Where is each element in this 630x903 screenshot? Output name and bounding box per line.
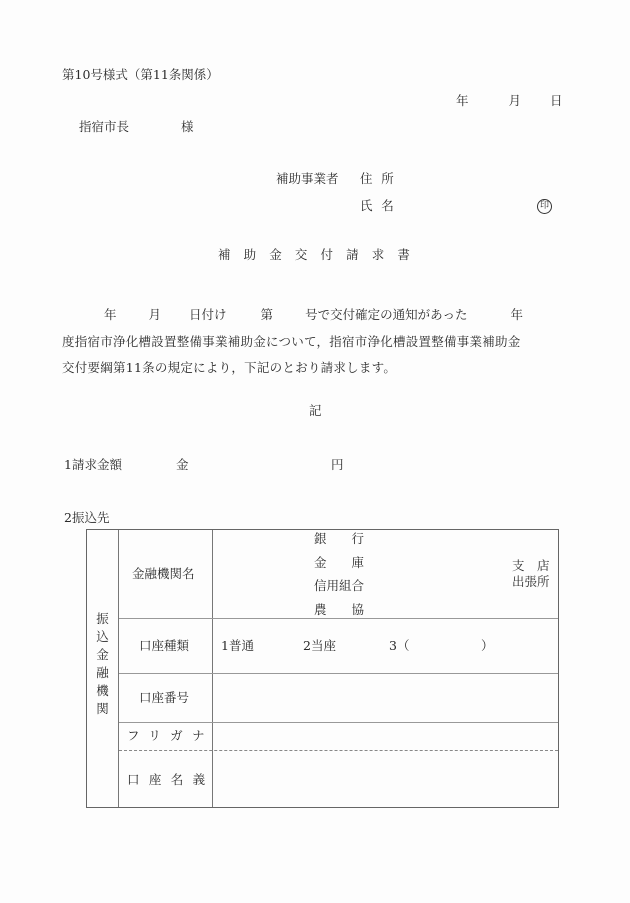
date-month: 月 xyxy=(508,93,522,108)
date-line xyxy=(456,95,563,108)
item-1-request-amount xyxy=(64,457,344,472)
side-label-transfer-institution: 振 込 金 融 機 関 xyxy=(96,611,109,716)
document-title: 補助金交付請求書 xyxy=(218,247,424,262)
form-number: 第10号様式（第11条関係） xyxy=(62,67,219,82)
account-type-other-open[interactable]: 3（ xyxy=(389,638,410,653)
date-year: 年 xyxy=(456,93,469,108)
institution-type-shinkin[interactable]: 金 庫 xyxy=(314,555,365,570)
seal-mark-icon: 印 xyxy=(537,199,552,214)
name-label: 氏名 xyxy=(360,198,403,213)
furigana-field[interactable] xyxy=(214,723,558,749)
account-type-label: 口座種類 xyxy=(139,638,190,653)
body-line-3: 交付要綱第11条の規定により，下記のとおり請求します。 xyxy=(62,360,397,375)
item-1-label: 1請求金額 xyxy=(64,457,122,472)
item-2-label: 2振込先 xyxy=(64,510,110,525)
body-line-1: 年 月 日付け 第 号で交付確定の通知があった 年 xyxy=(104,307,523,322)
addressee-name: 指宿市長 xyxy=(79,119,130,134)
account-type-other-close: ） xyxy=(481,638,494,653)
furigana-label: フリガナ xyxy=(127,728,214,743)
table-dashed-divider xyxy=(119,750,558,751)
addressee xyxy=(79,121,194,134)
item-1-kin: 金 xyxy=(176,457,189,472)
account-holder-label: 口座名義 xyxy=(127,772,215,787)
body-paragraph xyxy=(62,302,582,382)
account-type-ordinary[interactable]: 1普通 xyxy=(221,638,254,653)
table-divider xyxy=(118,530,119,807)
branch-type-office[interactable]: 出張所 xyxy=(512,574,550,589)
account-number-label: 口座番号 xyxy=(139,690,190,705)
institution-type-agri-coop[interactable]: 農 協 xyxy=(314,602,365,617)
applicant-label: 補助事業者 xyxy=(276,171,339,186)
item-1-yen: 円 xyxy=(331,457,344,472)
body-line-2: 度指宿市浄化槽設置整備事業補助金について，指宿市浄化槽設置整備事業補助金 xyxy=(62,333,521,349)
table-divider xyxy=(212,530,213,807)
institution-type-credit-union[interactable]: 信用組合 xyxy=(314,578,365,593)
date-day: 日 xyxy=(550,93,563,108)
branch-type-branch[interactable]: 支 店 xyxy=(512,558,550,573)
institution-type-bank[interactable]: 銀 行 xyxy=(314,531,365,546)
address-label: 住所 xyxy=(360,171,403,186)
table-divider xyxy=(119,618,558,619)
bank-transfer-table xyxy=(86,529,559,808)
account-number-field[interactable] xyxy=(214,674,558,721)
institution-name-label: 金融機関名 xyxy=(132,566,195,581)
addressee-honorific: 様 xyxy=(181,119,194,134)
ki-heading: 記 xyxy=(309,403,322,418)
account-type-current[interactable]: 2当座 xyxy=(303,638,336,653)
account-holder-field[interactable] xyxy=(214,752,558,807)
